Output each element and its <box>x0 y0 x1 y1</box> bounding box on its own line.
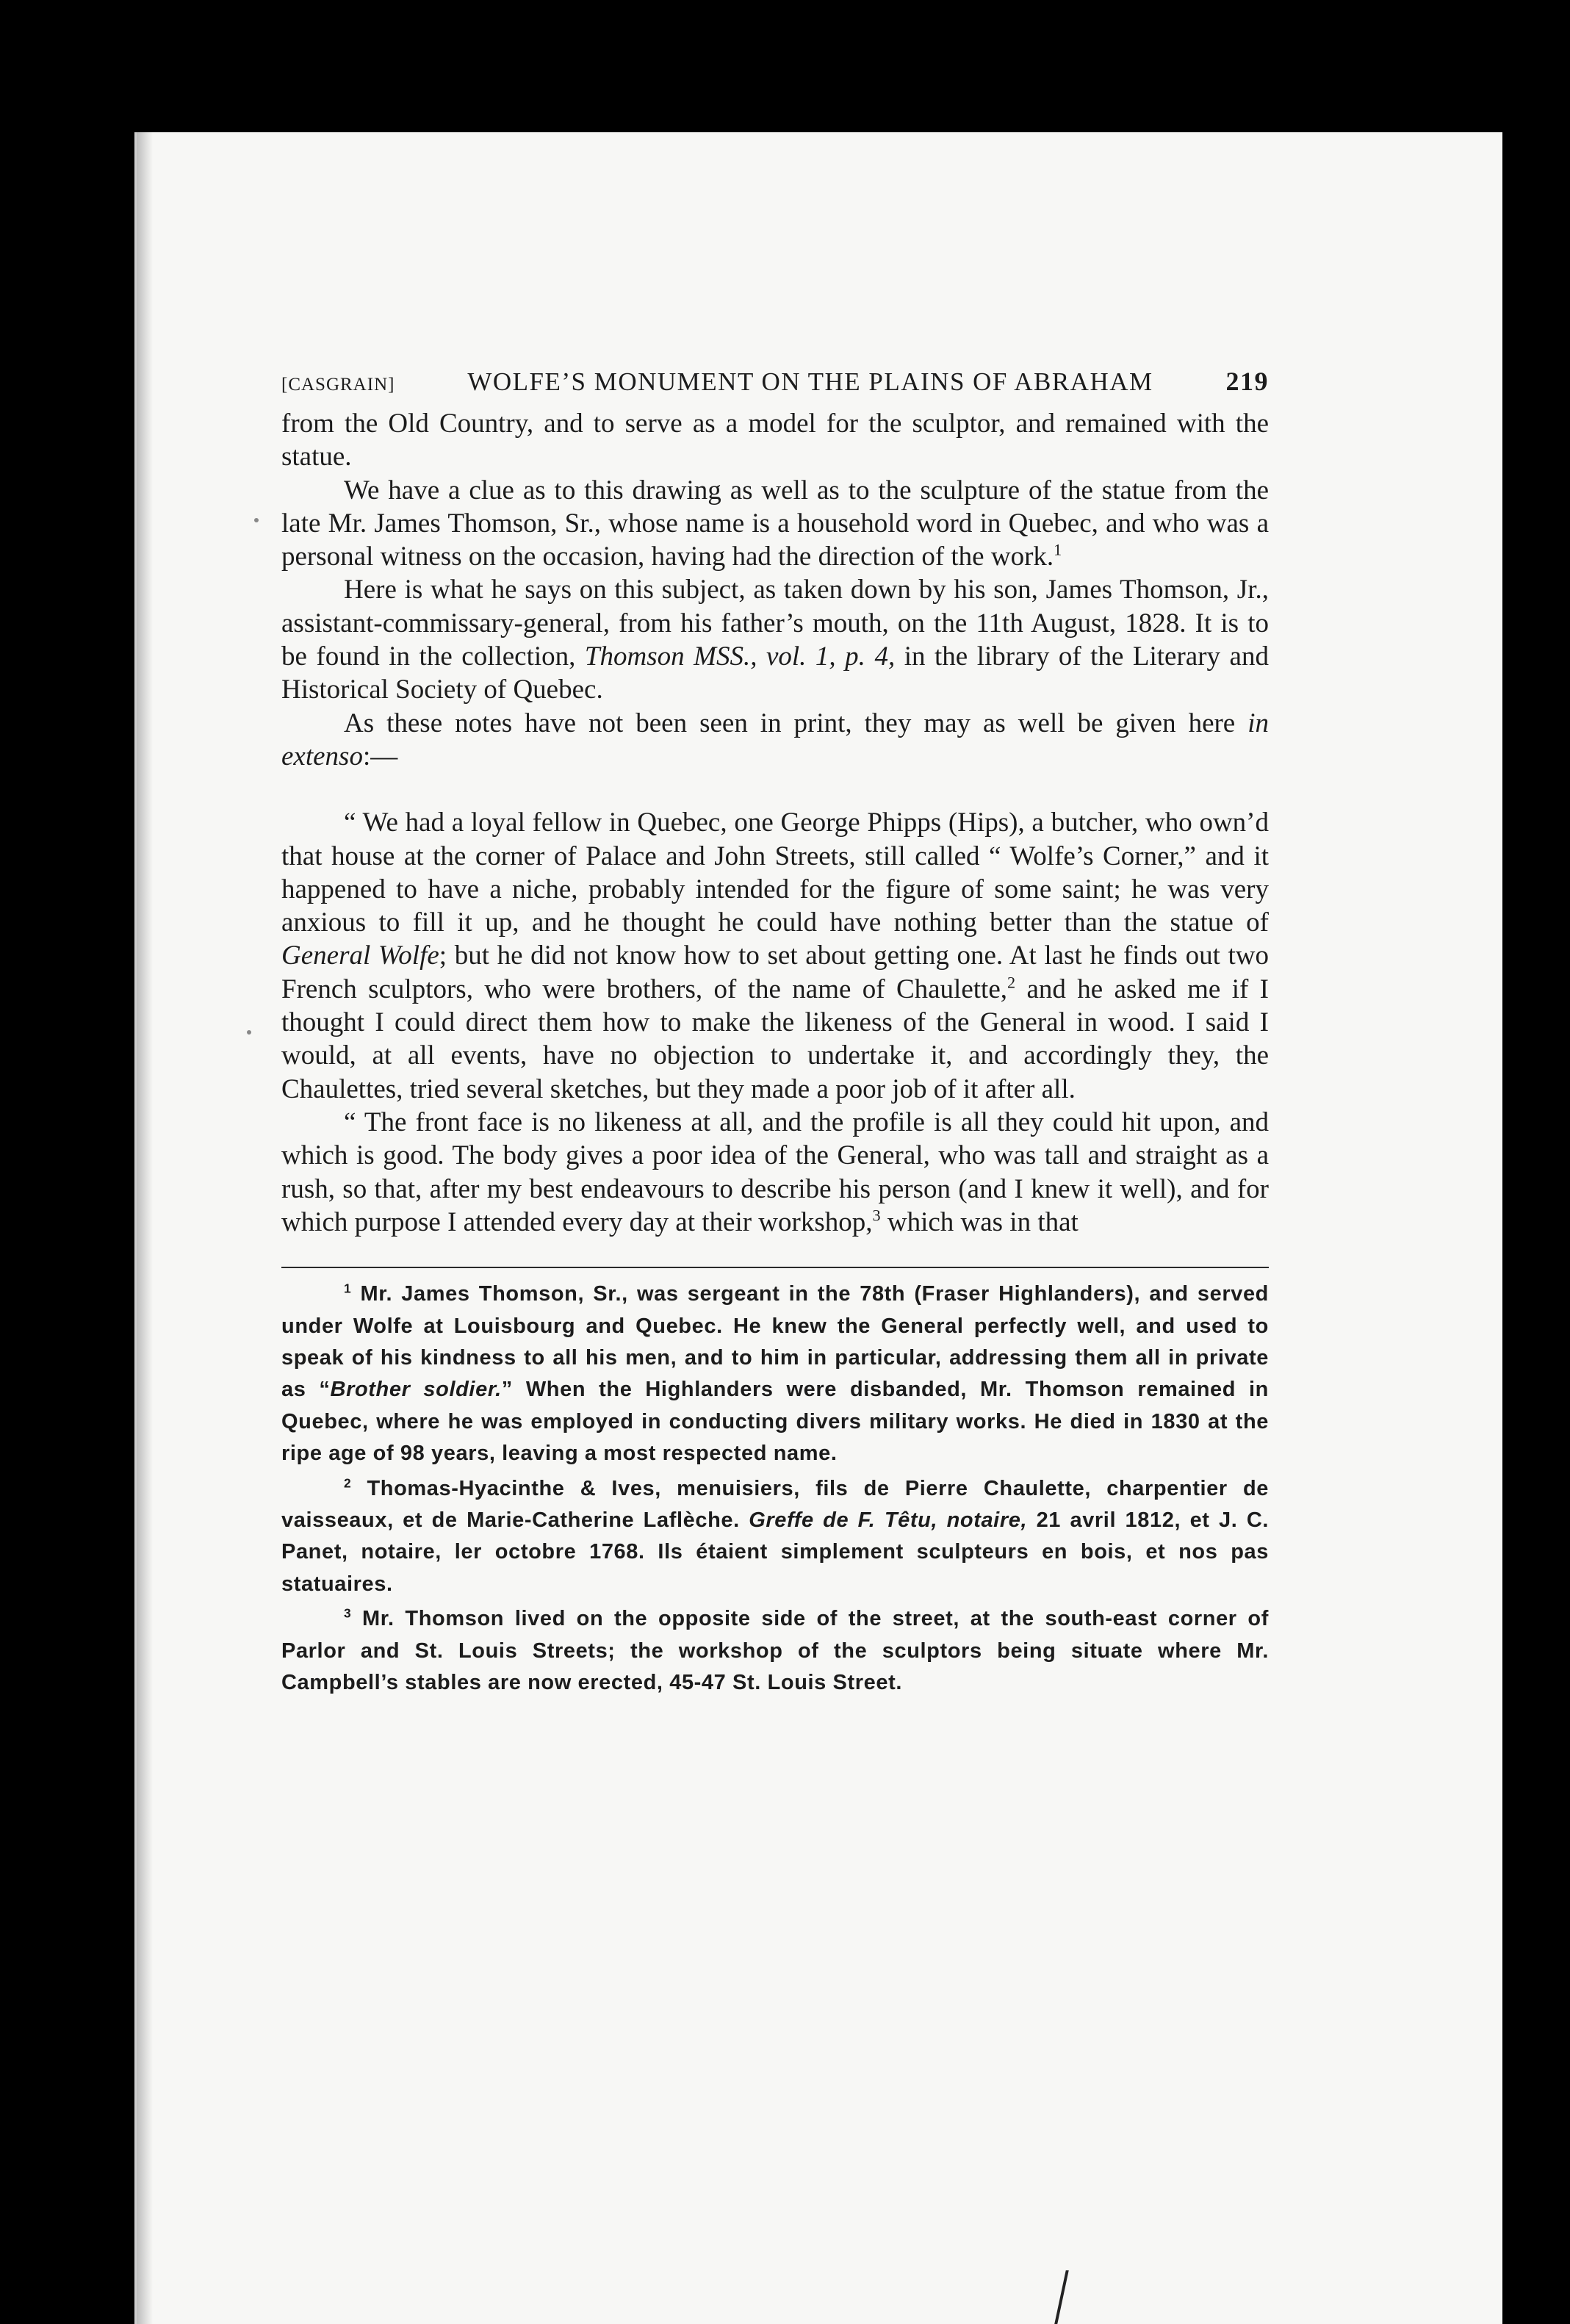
text-run: Mr. Thomson lived on the opposite side of the street, at the south-east corner of Parlor and St. Louis Streets; the workshop of the sculptors being situate where Mr. Campbell’s stables are now erected, 45-47 St. Louis Street. <box>281 1607 1269 1694</box>
text-run: in the library of the Literary and Historical Society of Quebec. <box>281 641 1269 705</box>
text-run: Here is what he says on this subject, as taken down by his son, James Thomson, Jr., assistant-commissary-general, from his father’s mouth, on the 11th August, 1828. It is to be found in the collection, <box>281 575 1269 672</box>
text-run: As these notes have not been seen in print, they may as well be given here <box>344 708 1248 738</box>
footnote-marker: 1 <box>1054 540 1062 559</box>
footnote-marker: 1 <box>344 1281 352 1296</box>
footnote <box>281 1473 1269 1601</box>
quoted-paragraph <box>281 806 1269 1106</box>
running-head-title: WOLFE’S MONUMENT ON THE PLAINS OF ABRAHAM <box>467 367 1153 396</box>
footnotes <box>281 1278 1269 1699</box>
paragraph <box>281 474 1269 574</box>
footnote-marker: 3 <box>344 1605 352 1621</box>
text-run: 21 avril 1812, et J. C. Panet, notaire, ler octobre 1768. Ils étaient simplement sculpteurs en bois, et nos pas statuaires. <box>281 1508 1270 1596</box>
italic-text: in extenso <box>281 708 1269 771</box>
page-content <box>281 366 1269 1702</box>
text-run: Mr. James Thomson, Sr., was sergeant in the 78th (Fraser Highlanders), and served under Wolfe at Louisbourg and Quebec. He knew the General perfectly well, and used to speak of his kindness to all his men, and to him in particular, addressing them all in private as “ <box>281 1282 1269 1402</box>
book-page <box>134 132 1502 2324</box>
running-head-author: [CASGRAIN] <box>281 375 395 395</box>
margin-speck <box>254 518 259 522</box>
text-run: which was in that <box>880 1206 1079 1237</box>
footnote-marker: 2 <box>344 1475 352 1490</box>
italic-text: Brother soldier. <box>330 1378 502 1402</box>
paragraph <box>281 573 1269 706</box>
footnote-marker: 2 <box>1007 973 1016 992</box>
text-run: “ The front face is no likeness at all, and the profile is all they could hit upon, and which is good. The body gives a poor idea of the General, who was tall and straight as a rush, so that, after my best endeavours to describe his person (and I knew it well), and for which purpose I attended every day at their workshop, <box>281 1107 1269 1237</box>
text-run: and he asked me if I thought I could direct them how to make the likeness of the General in wood. I said I would, at all events, have no objection to undertake it, and accordingly they, the Chaulettes, tried several sketches, but they made a poor job of it after all. <box>281 974 1270 1104</box>
footnote <box>281 1278 1269 1469</box>
italic-text: Greffe de F. Têtu, notaire, <box>749 1508 1028 1532</box>
text-run: We have a clue as to this drawing as well as to the sculpture of the statue from the late Mr. James Thomson, Sr., whose name is a household word in Quebec, and who was a personal witness on the occasion, having had the direction of the work. <box>281 475 1269 572</box>
text-run: ” When the Highlanders were disbanded, Mr. Thomson remained in Quebec, where he was employed in conducting divers military works. He died in 1830 at the ripe age of 98 years, leaving a most respected name. <box>281 1378 1269 1466</box>
page-gutter-shadow <box>137 132 153 2324</box>
text-run: Thomas-Hyacinthe & Ives, menuisiers, fils de Pierre Chaulette, charpentier de vaisseaux, et de Marie-Catherine Laflèche. <box>281 1476 1269 1532</box>
text-run: :— <box>362 741 398 771</box>
paragraph <box>281 707 1269 774</box>
footnote-rule <box>281 1267 1269 1268</box>
text-run: from the Old Country, and to serve as a model for the sculptor, and remained with the statue. <box>281 409 1269 472</box>
page-number: 219 <box>1225 367 1269 396</box>
body-text <box>281 407 1269 1239</box>
margin-speck <box>247 1030 251 1035</box>
quoted-paragraph <box>281 1106 1269 1239</box>
footnote-marker: 3 <box>872 1206 881 1225</box>
text-run: ; but he did not know how to set about getting one. At last he finds out two French sculptors, who were brothers, of the name of Chaulette, <box>281 940 1269 1004</box>
footnote <box>281 1603 1269 1699</box>
italic-text: General Wolfe <box>281 940 439 971</box>
italic-text: Thomson MSS., vol. 1, p. 4, <box>584 641 896 672</box>
paragraph <box>281 407 1269 474</box>
text-run: “ We had a loyal fellow in Quebec, one George Phipps (Hips), a butcher, who own’d that house at the corner of Palace and John Streets, still called “ Wolfe’s Corner,” and it happened to have a niche, probably intended for the figure of some saint; he was very anxious to fill it up, and he thought he could have nothing better than the statue of <box>281 807 1269 938</box>
running-head <box>281 366 1269 397</box>
